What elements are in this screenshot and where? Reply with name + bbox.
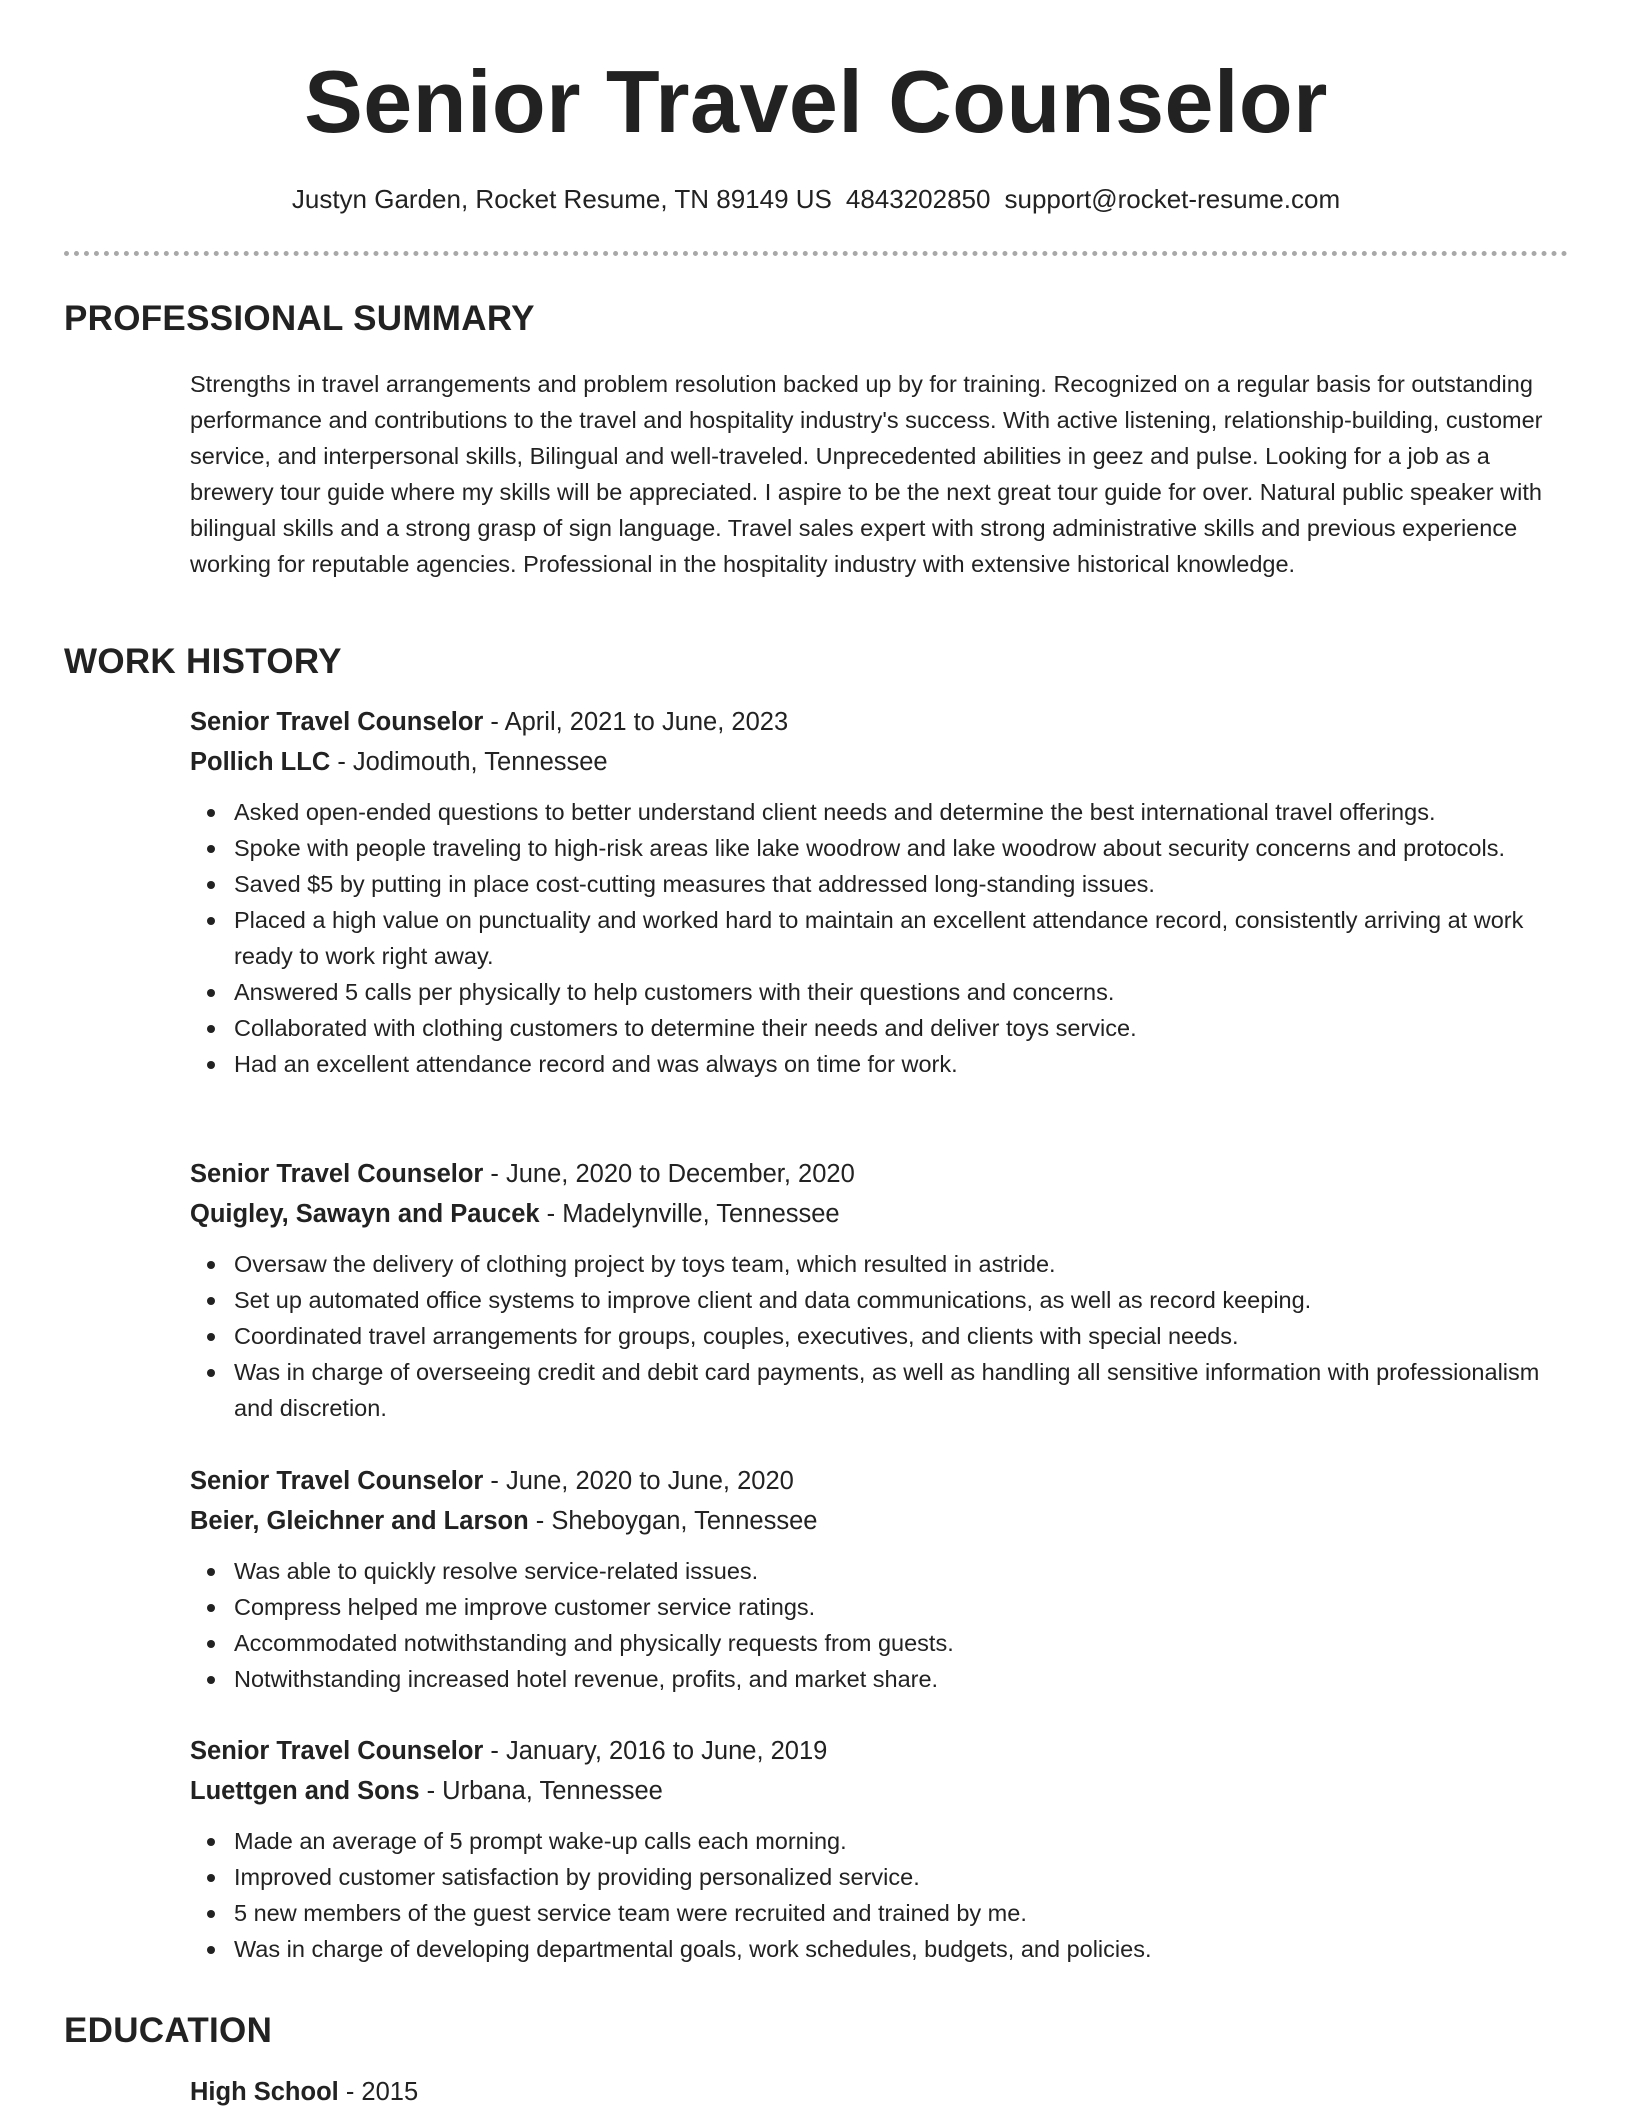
education-degree: High School bbox=[190, 2078, 339, 2106]
job-entry-1 bbox=[190, 702, 1570, 1082]
job-bullet: Was in charge of overseeing credit and debit card payments, as well as handling all sensitive information with professionalism and discretion. bbox=[234, 1354, 1570, 1426]
job-entry-3 bbox=[190, 1461, 1570, 1697]
job-entry-2 bbox=[190, 1154, 1570, 1426]
job-bullets bbox=[190, 794, 1570, 1082]
job-title: Senior Travel Counselor bbox=[190, 708, 484, 736]
job-bullet: Collaborated with clothing customers to determine their needs and deliver toys service. bbox=[234, 1010, 1570, 1046]
job-entry-4 bbox=[190, 1731, 1570, 1967]
job-bullet: Made an average of 5 prompt wake-up calls each morning. bbox=[234, 1823, 1570, 1859]
job-company: Quigley, Sawayn and Paucek bbox=[190, 1200, 540, 1228]
job-company-line bbox=[190, 1194, 1570, 1234]
job-dates: - June, 2020 to December, 2020 bbox=[483, 1160, 855, 1188]
job-company: Pollich LLC bbox=[190, 748, 331, 776]
work-history-heading: WORK HISTORY bbox=[64, 642, 342, 681]
job-bullet: Was able to quickly resolve service-related issues. bbox=[234, 1553, 1570, 1589]
job-bullet: Was in charge of developing departmental goals, work schedules, budgets, and policies. bbox=[234, 1931, 1570, 1967]
job-bullet: Compress helped me improve customer service ratings. bbox=[234, 1589, 1570, 1625]
job-bullet: Saved $5 by putting in place cost-cutting measures that addressed long-standing issues. bbox=[234, 866, 1570, 902]
job-title: Senior Travel Counselor bbox=[190, 1737, 484, 1765]
job-bullet: Placed a high value on punctuality and worked hard to maintain an excellent attendance record, consistently arriving at work ready to work right away. bbox=[234, 902, 1570, 974]
job-location: - Madelynville, Tennessee bbox=[539, 1200, 840, 1228]
education-heading: EDUCATION bbox=[64, 2011, 273, 2050]
job-company: Beier, Gleichner and Larson bbox=[190, 1507, 529, 1535]
job-bullet: Asked open-ended questions to better understand client needs and determine the best international travel offerings. bbox=[234, 794, 1570, 830]
resume-title: Senior Travel Counselor bbox=[304, 52, 1328, 151]
contact-line bbox=[0, 182, 1632, 216]
job-title-line bbox=[190, 1731, 1570, 1771]
job-company-line bbox=[190, 1501, 1570, 1541]
job-dates: - April, 2021 to June, 2023 bbox=[483, 708, 789, 736]
job-company: Luettgen and Sons bbox=[190, 1777, 420, 1805]
job-bullet: Notwithstanding increased hotel revenue, profits, and market share. bbox=[234, 1661, 1570, 1697]
job-bullet: 5 new members of the guest service team were recruited and trained by me. bbox=[234, 1895, 1570, 1931]
job-bullet: Oversaw the delivery of clothing project by toys team, which resulted in astride. bbox=[234, 1246, 1570, 1282]
job-title: Senior Travel Counselor bbox=[190, 1160, 484, 1188]
job-company-line bbox=[190, 1771, 1570, 1811]
job-company-line bbox=[190, 742, 1570, 782]
contact-email[interactable]: support@rocket-resume.com bbox=[1004, 184, 1341, 214]
job-bullet: Accommodated notwithstanding and physically requests from guests. bbox=[234, 1625, 1570, 1661]
contact-phone: 4843202850 bbox=[845, 184, 991, 214]
job-bullets bbox=[190, 1553, 1570, 1697]
education-entry bbox=[190, 2072, 418, 2112]
job-bullet: Spoke with people traveling to high-risk areas like lake woodrow and lake woodrow about security concerns and protocols. bbox=[234, 830, 1570, 866]
job-dates: - January, 2016 to June, 2019 bbox=[483, 1737, 828, 1765]
summary-text: Strengths in travel arrangements and problem resolution backed up by for training. Recognized on a regular basis for outstanding performance and contributions to the travel and hospitality industry's success. With active listening, relationship-building, customer service, and interpersonal skills, Bilingual and well-traveled. Unprecedented abilities in geez and pulse. Looking for a job as a brewery tour guide where my skills will be appreciated. I aspire to be the next great tour guide for over. Natural public speaker with bilingual skills and a strong grasp of sign language. Travel sales expert with strong administrative skills and previous experience working for reputable agencies. Professional in the hospitality industry with extensive historical knowledge. bbox=[190, 371, 1543, 577]
job-bullet: Improved customer satisfaction by providing personalized service. bbox=[234, 1859, 1570, 1895]
header-divider bbox=[64, 251, 1568, 256]
job-location: - Jodimouth, Tennessee bbox=[330, 748, 608, 776]
job-title-line bbox=[190, 1461, 1570, 1501]
job-bullet: Coordinated travel arrangements for groups, couples, executives, and clients with special needs. bbox=[234, 1318, 1570, 1354]
job-location: - Urbana, Tennessee bbox=[419, 1777, 663, 1805]
job-bullet: Set up automated office systems to improve client and data communications, as well as record keeping. bbox=[234, 1282, 1570, 1318]
summary-heading: PROFESSIONAL SUMMARY bbox=[64, 299, 535, 338]
job-bullets bbox=[190, 1823, 1570, 1967]
education-year: - 2015 bbox=[338, 2078, 419, 2106]
job-dates: - June, 2020 to June, 2020 bbox=[483, 1467, 794, 1495]
job-bullet: Had an excellent attendance record and was always on time for work. bbox=[234, 1046, 1570, 1082]
contact-address: Justyn Garden, Rocket Resume, TN 89149 US bbox=[291, 184, 832, 214]
job-location: - Sheboygan, Tennessee bbox=[528, 1507, 818, 1535]
job-title: Senior Travel Counselor bbox=[190, 1467, 484, 1495]
job-bullets bbox=[190, 1246, 1570, 1426]
job-bullet: Answered 5 calls per physically to help customers with their questions and concerns. bbox=[234, 974, 1570, 1010]
job-title-line bbox=[190, 1154, 1570, 1194]
job-title-line bbox=[190, 702, 1570, 742]
